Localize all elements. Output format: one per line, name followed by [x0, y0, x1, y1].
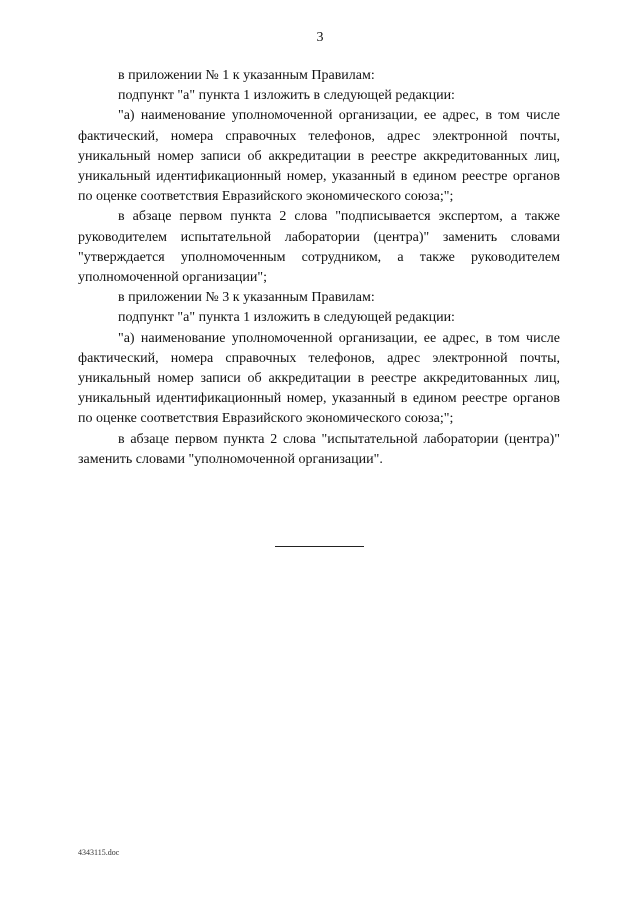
document-body	[78, 66, 560, 470]
paragraph-quote-1: "а) наименование уполномоченной организации, ее адрес, в том числе фактический, номера справочных телефонов, адрес электронной почты, уникальный номер записи об аккредитации в реестре аккредитованных лиц, уникальный идентификационный номер, указанный в едином реестре органов по оценке соответствия Евразийского экономического союза;";	[78, 108, 560, 205]
paragraph-amend-3: в абзаце первом пункта 2 слова "испытательной лаборатории (центра)" заменить словами "уполномоченной организации".	[78, 431, 560, 467]
paragraph-subitem-a-3: подпункт "а" пункта 1 изложить в следующей редакции:	[118, 310, 455, 326]
paragraph-quote-3: "а) наименование уполномоченной организации, ее адрес, в том числе фактический, номера справочных телефонов, адрес электронной почты, уникальный номер записи об аккредитации в реестре аккредитованных лиц, уникальный идентификационный номер, указанный в едином реестре органов по оценке соответствия Евразийского экономического союза;";	[78, 330, 560, 427]
page-number: 3	[316, 30, 324, 45]
paragraph-subitem-a-1: подпункт "а" пункта 1 изложить в следующей редакции:	[118, 88, 455, 104]
footer-file-name: 4343115.doc	[78, 848, 120, 857]
paragraph-amend-1: в абзаце первом пункта 2 слова "подписывается экспертом, а также руководителем испытательной лаборатории (центра)" заменить словами "утверждается уполномоченным сотрудником, а также руководителем уполномоченной организации";	[78, 209, 560, 286]
end-divider	[275, 546, 364, 547]
paragraph-appendix-1: в приложении № 1 к указанным Правилам:	[118, 68, 375, 83]
paragraph-appendix-3: в приложении № 3 к указанным Правилам:	[118, 290, 375, 306]
